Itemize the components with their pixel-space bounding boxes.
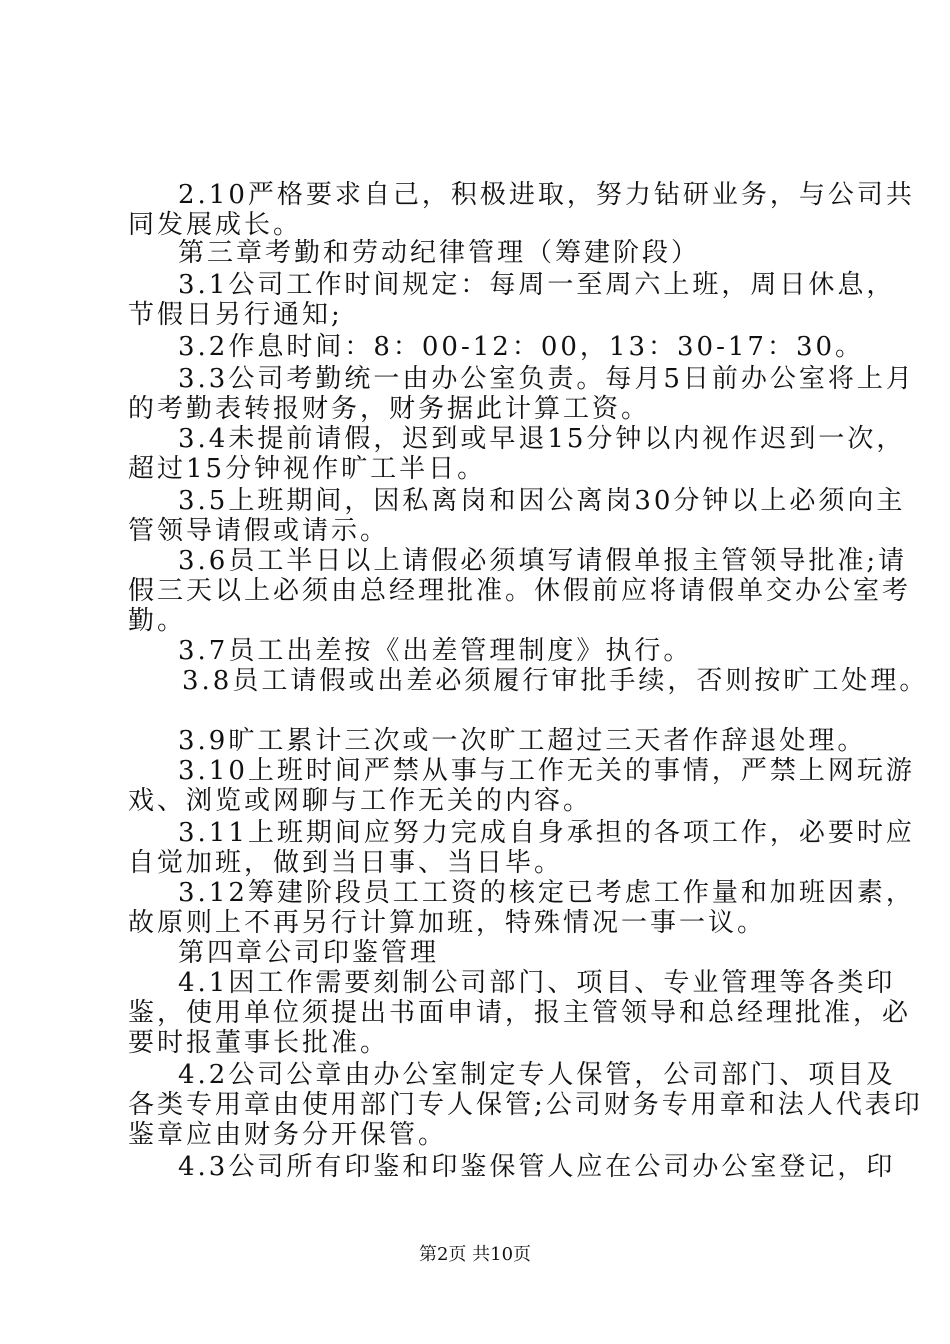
paragraph-line: 管领导请假或请示。: [128, 516, 390, 546]
paragraph-line: 同发展成长。: [128, 210, 303, 240]
paragraph-line: 故原则上不再另行计算加班，特殊情况一事一议。: [128, 908, 767, 938]
paragraph-line: 3.9旷工累计三次或一次旷工超过三天者作辞退处理。: [178, 726, 867, 756]
chapter-heading: 第三章考勤和劳动纪律管理（筹建阶段）: [178, 238, 701, 268]
paragraph-line: 勤。: [128, 606, 187, 636]
paragraph-line: 自觉加班，做到当日事、当日毕。: [128, 848, 564, 878]
paragraph-line: 3.3公司考勤统一由办公室负责。每月5日前办公室将上月: [178, 364, 915, 394]
paragraph-line: 3.1公司工作时间规定：每周一至周六上班，周日休息，: [178, 270, 896, 300]
paragraph-line: 节假日另行通知;: [128, 300, 343, 330]
paragraph-line: 3.11上班期间应努力完成自身承担的各项工作，必要时应: [178, 818, 915, 848]
paragraph-line: 各类专用章由使用部门专人保管;公司财务专用章和法人代表印: [128, 1090, 923, 1120]
paragraph-line: 超过15分钟视作旷工半日。: [128, 454, 487, 484]
paragraph-line: 鉴，使用单位须提出书面申请，报主管领导和总经理批准，必: [128, 998, 912, 1028]
paragraph-line: 3.5上班期间，因私离岗和因公离岗30分钟以上必须向主: [178, 486, 906, 516]
paragraph-line: 2.10严格要求自己，积极进取，努力钻研业务，与公司共: [178, 180, 915, 210]
paragraph-line: 假三天以上必须由总经理批准。休假前应将请假单交办公室考: [128, 576, 912, 606]
chapter-heading: 第四章公司印鉴管理: [178, 938, 440, 968]
paragraph-line: 4.2公司公章由办公室制定专人保管，公司部门、项目及: [178, 1060, 896, 1090]
paragraph-line: 3.6员工半日以上请假必须填写请假单报主管领导批准;请: [178, 546, 908, 576]
paragraph-line: 3.4未提前请假，迟到或早退15分钟以内视作迟到一次，: [178, 424, 906, 454]
paragraph-line: 的考勤表转报财务，财务据此计算工资。: [128, 394, 651, 424]
paragraph-line: 戏、浏览或网聊与工作无关的内容。: [128, 786, 593, 816]
paragraph-line: 4.3公司所有印鉴和印鉴保管人应在公司办公室登记，印: [178, 1152, 896, 1182]
paragraph-line: 鉴章应由财务分开保管。: [128, 1120, 448, 1150]
paragraph-line: 要时报董事长批准。: [128, 1028, 390, 1058]
paragraph-line: 3.8员工请假或出差必须履行审批手续，否则按旷工处理。: [182, 666, 929, 696]
page-number-footer: 第2页 共10页: [418, 1244, 532, 1265]
paragraph-line: 3.12筹建阶段员工工资的核定已考虑工作量和加班因素，: [178, 878, 915, 908]
paragraph-line: 3.2作息时间：8：00-12：00，13：30-17：30。: [178, 332, 865, 362]
paragraph-line: 3.10上班时间严禁从事与工作无关的事情，严禁上网玩游: [178, 756, 915, 786]
paragraph-line: 4.1因工作需要刻制公司部门、项目、专业管理等各类印: [178, 968, 896, 998]
paragraph-line: 3.7员工出差按《出差管理制度》执行。: [178, 636, 693, 666]
